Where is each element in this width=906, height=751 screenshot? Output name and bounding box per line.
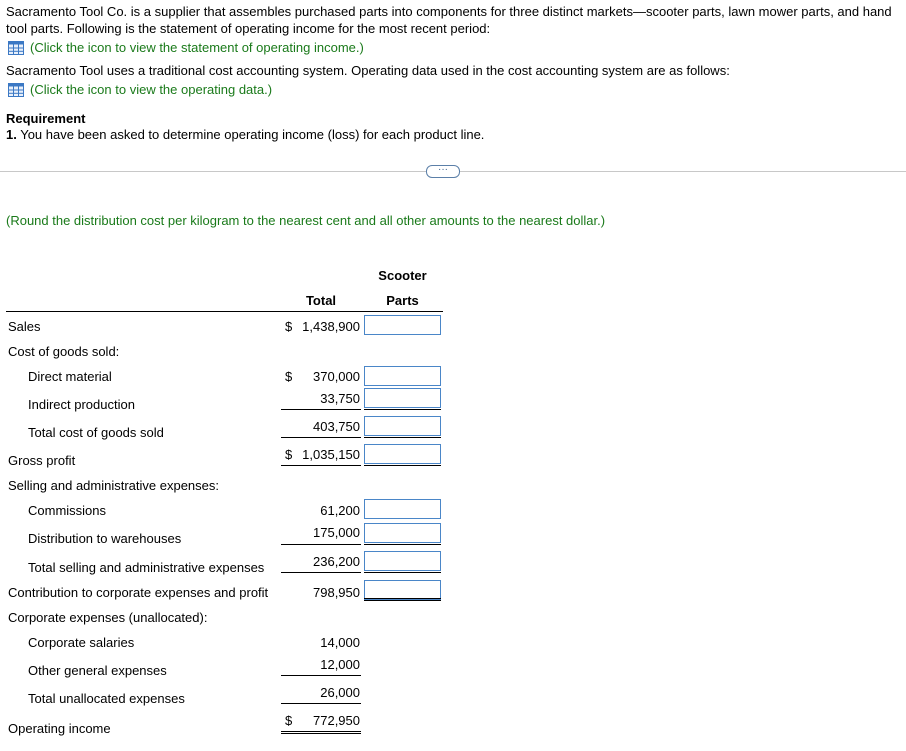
statement-link[interactable] xyxy=(8,40,364,55)
underline xyxy=(281,544,361,545)
total-distribution: 175,000 xyxy=(313,525,360,540)
operating-data-link-text[interactable]: (Click the icon to view the operating data.) xyxy=(30,82,273,97)
more-button[interactable]: ··· xyxy=(426,165,460,178)
total-cogs: 403,750 xyxy=(313,419,360,434)
requirement-heading: Requirement xyxy=(6,111,86,126)
underline xyxy=(364,437,441,438)
input-scooter-distribution[interactable] xyxy=(364,523,441,543)
row-label-other-general: Other general expenses xyxy=(28,663,167,678)
underline xyxy=(364,465,441,466)
row-label-commissions: Commissions xyxy=(28,503,107,518)
underline xyxy=(281,437,361,438)
currency-sign: $ xyxy=(285,447,293,462)
row-label-contribution: Contribution to corporate expenses and profit xyxy=(8,585,269,600)
underline xyxy=(281,703,361,704)
requirement-text: You have been asked to determine operating income (loss) for each product line. xyxy=(16,127,485,142)
double-underline xyxy=(364,598,441,601)
underline xyxy=(364,572,441,573)
currency-sign: $ xyxy=(285,713,293,728)
row-label-operating-income: Operating income xyxy=(8,721,111,736)
column-header-scooter-parts: Parts xyxy=(386,293,419,308)
underline xyxy=(364,409,441,410)
row-label-indirect-production: Indirect production xyxy=(28,397,135,412)
operating-data-link[interactable] xyxy=(8,82,272,97)
row-label-sales: Sales xyxy=(8,319,41,334)
row-label-total-unallocated: Total unallocated expenses xyxy=(28,691,185,706)
row-label-corporate-salaries: Corporate salaries xyxy=(28,635,135,650)
total-indirect-production: 33,750 xyxy=(320,391,360,406)
requirement-number: 1. xyxy=(6,127,17,142)
underline xyxy=(281,465,361,466)
row-label-direct-material: Direct material xyxy=(28,369,112,384)
input-scooter-gross-profit[interactable] xyxy=(364,444,441,464)
table-icon[interactable] xyxy=(8,83,24,97)
total-other-general: 12,000 xyxy=(320,657,360,672)
total-gross-profit: 1,035,150 xyxy=(302,447,360,462)
statement-link-text[interactable]: (Click the icon to view the statement of operating income.) xyxy=(30,40,364,55)
row-label-distribution: Distribution to warehouses xyxy=(28,531,182,546)
total-contribution: 798,950 xyxy=(313,585,360,600)
double-underline xyxy=(281,731,361,734)
rounding-instruction: (Round the distribution cost per kilogram to the nearest cent and all other amounts to the nearest dollar.) xyxy=(6,213,606,228)
table-icon[interactable] xyxy=(8,41,24,55)
intro-paragraph-2: Sacramento Tool uses a traditional cost accounting system. Operating data used in the cost accounting system are as follows: xyxy=(6,63,730,78)
row-label-gross-profit: Gross profit xyxy=(8,453,76,468)
input-scooter-indirect-production[interactable] xyxy=(364,388,441,408)
total-corporate-salaries: 14,000 xyxy=(320,635,360,650)
currency-sign: $ xyxy=(285,369,293,384)
input-scooter-total-sga[interactable] xyxy=(364,551,441,571)
total-sales: 1,438,900 xyxy=(302,319,360,334)
column-header-total: Total xyxy=(305,293,337,308)
total-operating-income: 772,950 xyxy=(313,713,360,728)
total-sga: 236,200 xyxy=(313,554,360,569)
input-scooter-total-cogs[interactable] xyxy=(364,416,441,436)
intro-paragraph-1: Sacramento Tool Co. is a supplier that assembles purchased parts into components for three distinct markets—scooter parts, lawn mower parts, and hand tool parts. Following is the statement of operating income for the most recent period: xyxy=(6,4,892,36)
header-rule xyxy=(6,311,443,312)
underline xyxy=(364,544,441,545)
underline xyxy=(281,572,361,573)
input-scooter-sales[interactable] xyxy=(364,315,441,335)
input-scooter-direct-material[interactable] xyxy=(364,366,441,386)
input-scooter-contribution[interactable] xyxy=(364,580,441,600)
underline xyxy=(281,675,361,676)
row-label-corporate-heading: Corporate expenses (unallocated): xyxy=(8,610,208,625)
requirement-line xyxy=(6,127,484,142)
total-direct-material: 370,000 xyxy=(313,369,360,384)
row-label-total-cogs: Total cost of goods sold xyxy=(28,425,164,440)
input-scooter-commissions[interactable] xyxy=(364,499,441,519)
row-label-total-sga: Total selling and administrative expenses xyxy=(28,560,265,575)
currency-sign: $ xyxy=(285,319,293,334)
total-unallocated: 26,000 xyxy=(320,685,360,700)
underline xyxy=(281,409,361,410)
total-commissions: 61,200 xyxy=(320,503,360,518)
row-label-sga-heading: Selling and administrative expenses: xyxy=(8,478,220,493)
row-label-cogs-heading: Cost of goods sold: xyxy=(8,344,120,359)
column-header-scooter: Scooter xyxy=(378,268,427,283)
